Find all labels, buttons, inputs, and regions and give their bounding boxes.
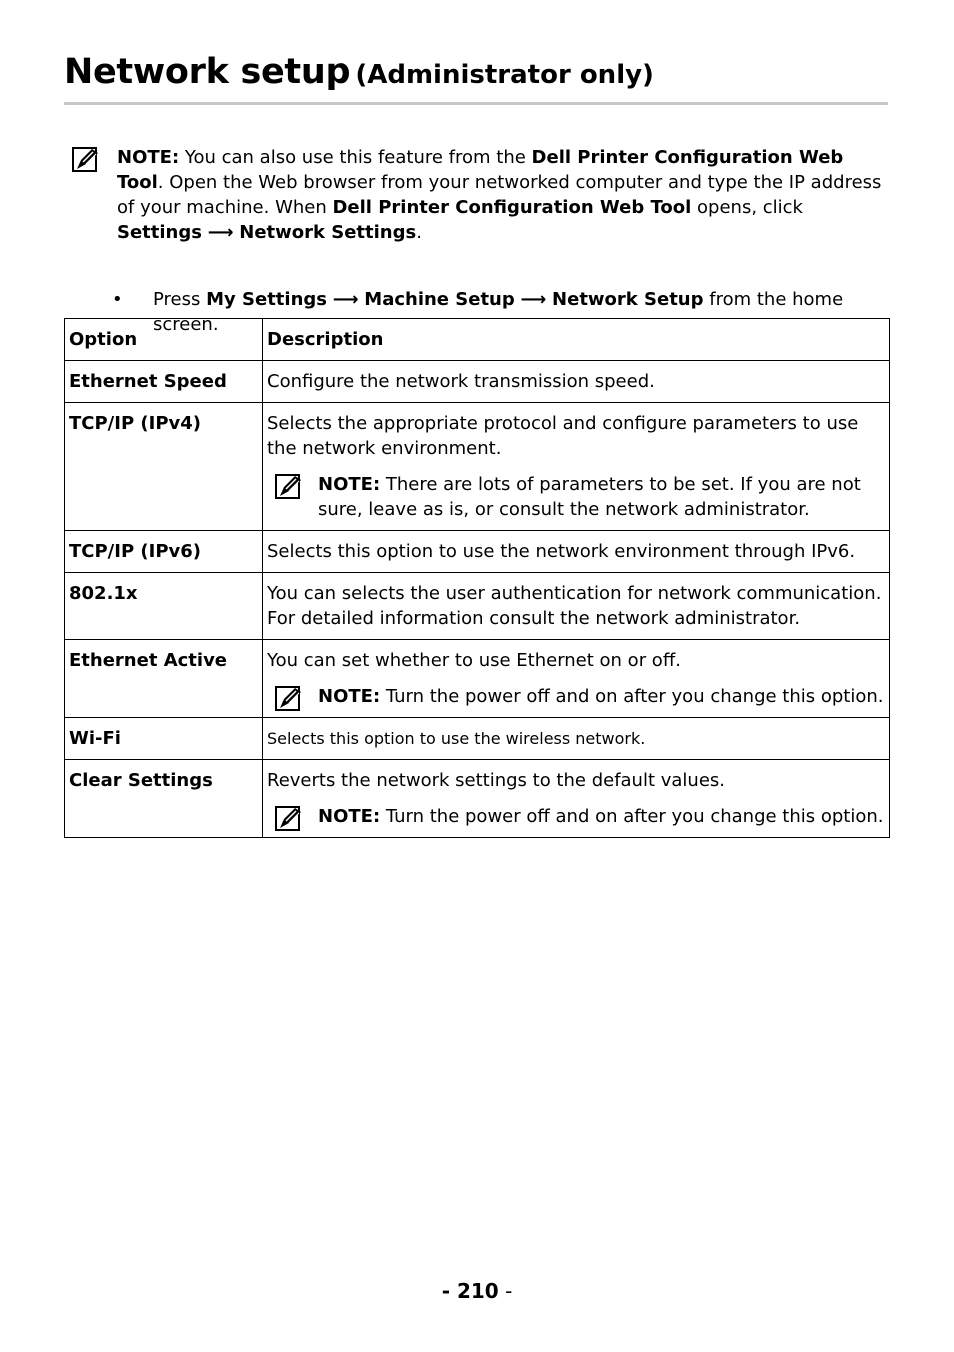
row-note [267, 804, 885, 829]
row-description: You can selects the user authentication for network communication. For detailed information consult the network administrator. [263, 573, 890, 640]
row-option: Ethernet Speed [65, 361, 263, 403]
table-row [65, 361, 890, 403]
row-description: Selects this option to use the network environment through IPv6. [263, 531, 890, 573]
note-body-text: Turn the power off and on after you change this option. [380, 806, 884, 827]
note-pencil-icon [275, 474, 303, 500]
note-pencil-icon [275, 686, 303, 712]
row-description: You can set whether to use Ethernet on or off. [267, 650, 681, 671]
top-note [72, 145, 888, 245]
row-note-text [318, 684, 885, 709]
page-number-value: - 210 [441, 1279, 499, 1303]
note-text-4: . [416, 222, 422, 243]
row-note [267, 684, 885, 709]
table-row [65, 640, 890, 718]
note-bold-1: Dell Printer Configuration Web Tool [117, 147, 844, 193]
row-option: TCP/IP (IPv4) [65, 403, 263, 531]
row-option: 802.1x [65, 573, 263, 640]
row-description: Reverts the network settings to the default values. [267, 770, 726, 791]
page-title [64, 52, 888, 105]
bullet-bold-1: My Settings [206, 289, 327, 310]
row-description: Selects the appropriate protocol and configure parameters to use the network environment. [267, 413, 859, 459]
note-text-3: opens, click [691, 197, 803, 218]
page-number [0, 1279, 954, 1303]
row-option: TCP/IP (IPv6) [65, 531, 263, 573]
note-bold-4: Network Settings [239, 222, 417, 243]
table-row [65, 573, 890, 640]
page-title-main: Network setup [64, 52, 351, 92]
table-row [65, 403, 890, 531]
table-header-row [65, 319, 890, 361]
bullet-tail: from the home screen. [153, 289, 844, 335]
note-text-1: You can also use this feature from the [179, 147, 532, 168]
arrow-icon: ⟶ [520, 289, 547, 310]
row-note-text [318, 472, 885, 522]
note-label: NOTE: [318, 806, 381, 827]
top-note-text [117, 145, 888, 245]
arrow-icon: ⟶ [207, 222, 234, 243]
note-text-2: . Open the Web browser from your networked computer and type the IP address of your machine. When [117, 172, 882, 218]
row-option: Wi-Fi [65, 718, 263, 760]
note-bold-2: Dell Printer Configuration Web Tool [332, 197, 692, 218]
table-row [65, 760, 890, 838]
arrow-icon: ⟶ [332, 289, 359, 310]
table-row [65, 531, 890, 573]
page-number-dash: - [498, 1279, 513, 1303]
row-description-cell [263, 640, 890, 718]
bullet-dot: • [112, 289, 123, 310]
note-body-text: Turn the power off and on after you change this option. [380, 686, 884, 707]
note-bold-3: Settings [117, 222, 202, 243]
header-description: Description [263, 319, 890, 361]
row-description: Configure the network transmission speed. [263, 361, 890, 403]
row-description-cell [263, 760, 890, 838]
row-option: Ethernet Active [65, 640, 263, 718]
table-row [65, 718, 890, 760]
note-pencil-icon [72, 147, 100, 173]
row-option: Clear Settings [65, 760, 263, 838]
page-title-sub: (Administrator only) [355, 60, 654, 90]
note-label: NOTE: [318, 474, 381, 495]
note-label: NOTE: [117, 147, 180, 168]
options-table [64, 318, 890, 838]
row-description: Selects this option to use the wireless network. [263, 718, 890, 760]
bullet-bold-3: Network Setup [552, 289, 704, 310]
note-label: NOTE: [318, 686, 381, 707]
bullet-bold-2: Machine Setup [364, 289, 515, 310]
bullet-press: Press [153, 289, 207, 310]
header-option: Option [65, 319, 263, 361]
note-pencil-icon [275, 806, 303, 832]
row-note [267, 472, 885, 522]
row-note-text [318, 804, 885, 829]
note-body-text: There are lots of parameters to be set. If you are not sure, leave as is, or consult the network administrator. [318, 474, 861, 520]
row-description-cell [263, 403, 890, 531]
